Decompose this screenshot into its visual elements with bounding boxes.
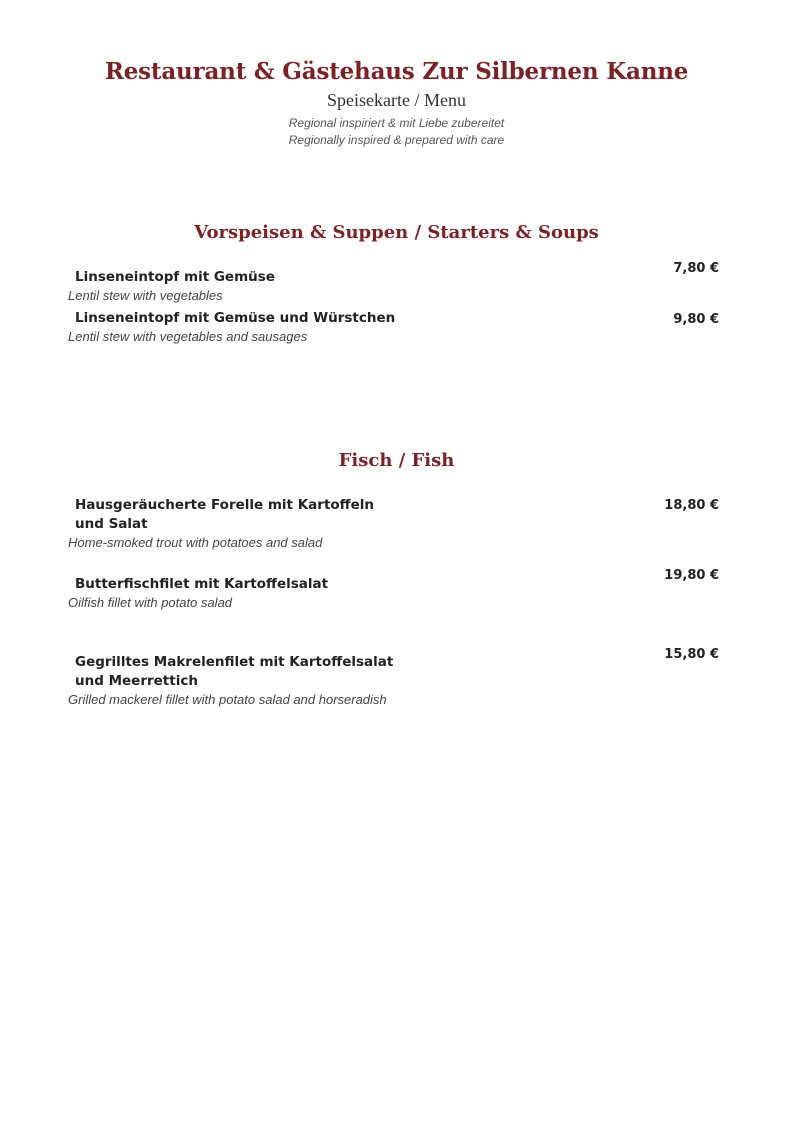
item-name: Gegrilltes Makrelenfilet mit Kartoffelsalat und Meerrettich bbox=[75, 654, 394, 689]
item-name: Hausgeräucherte Forelle mit Kartoffeln und Salat bbox=[75, 497, 374, 532]
item-description: Lentil stew with vegetables bbox=[68, 288, 223, 303]
item-price: 7,80 € bbox=[673, 261, 719, 276]
item-name: Butterfischfilet mit Kartoffelsalat bbox=[75, 576, 329, 592]
item-description: Grilled mackerel fillet with potato salad and horseradish bbox=[68, 692, 387, 707]
section-title-starters: Vorspeisen & Suppen / Starters & Soups bbox=[194, 222, 599, 243]
item-price: 9,80 € bbox=[673, 312, 719, 327]
menu-subtitle: Speisekarte / Menu bbox=[327, 90, 466, 110]
section-title-fish: Fisch / Fish bbox=[338, 450, 455, 471]
tagline-german: Regional inspiriert & mit Liebe zubereitet bbox=[288, 116, 505, 130]
item-price: 19,80 € bbox=[664, 568, 719, 583]
item-name: Linseneintopf mit Gemüse bbox=[75, 269, 275, 285]
item-price: 18,80 € bbox=[664, 498, 719, 513]
tagline-english: Regionally inspired & prepared with care bbox=[288, 133, 505, 147]
restaurant-name: Restaurant & Gästehaus Zur Silbernen Kanne bbox=[104, 58, 689, 85]
item-description: Home-smoked trout with potatoes and salad bbox=[68, 535, 323, 550]
item-description: Lentil stew with vegetables and sausages bbox=[68, 329, 308, 344]
item-description: Oilfish fillet with potato salad bbox=[68, 595, 233, 610]
item-price: 15,80 € bbox=[664, 647, 719, 662]
item-name: Linseneintopf mit Gemüse und Würstchen bbox=[75, 310, 396, 326]
